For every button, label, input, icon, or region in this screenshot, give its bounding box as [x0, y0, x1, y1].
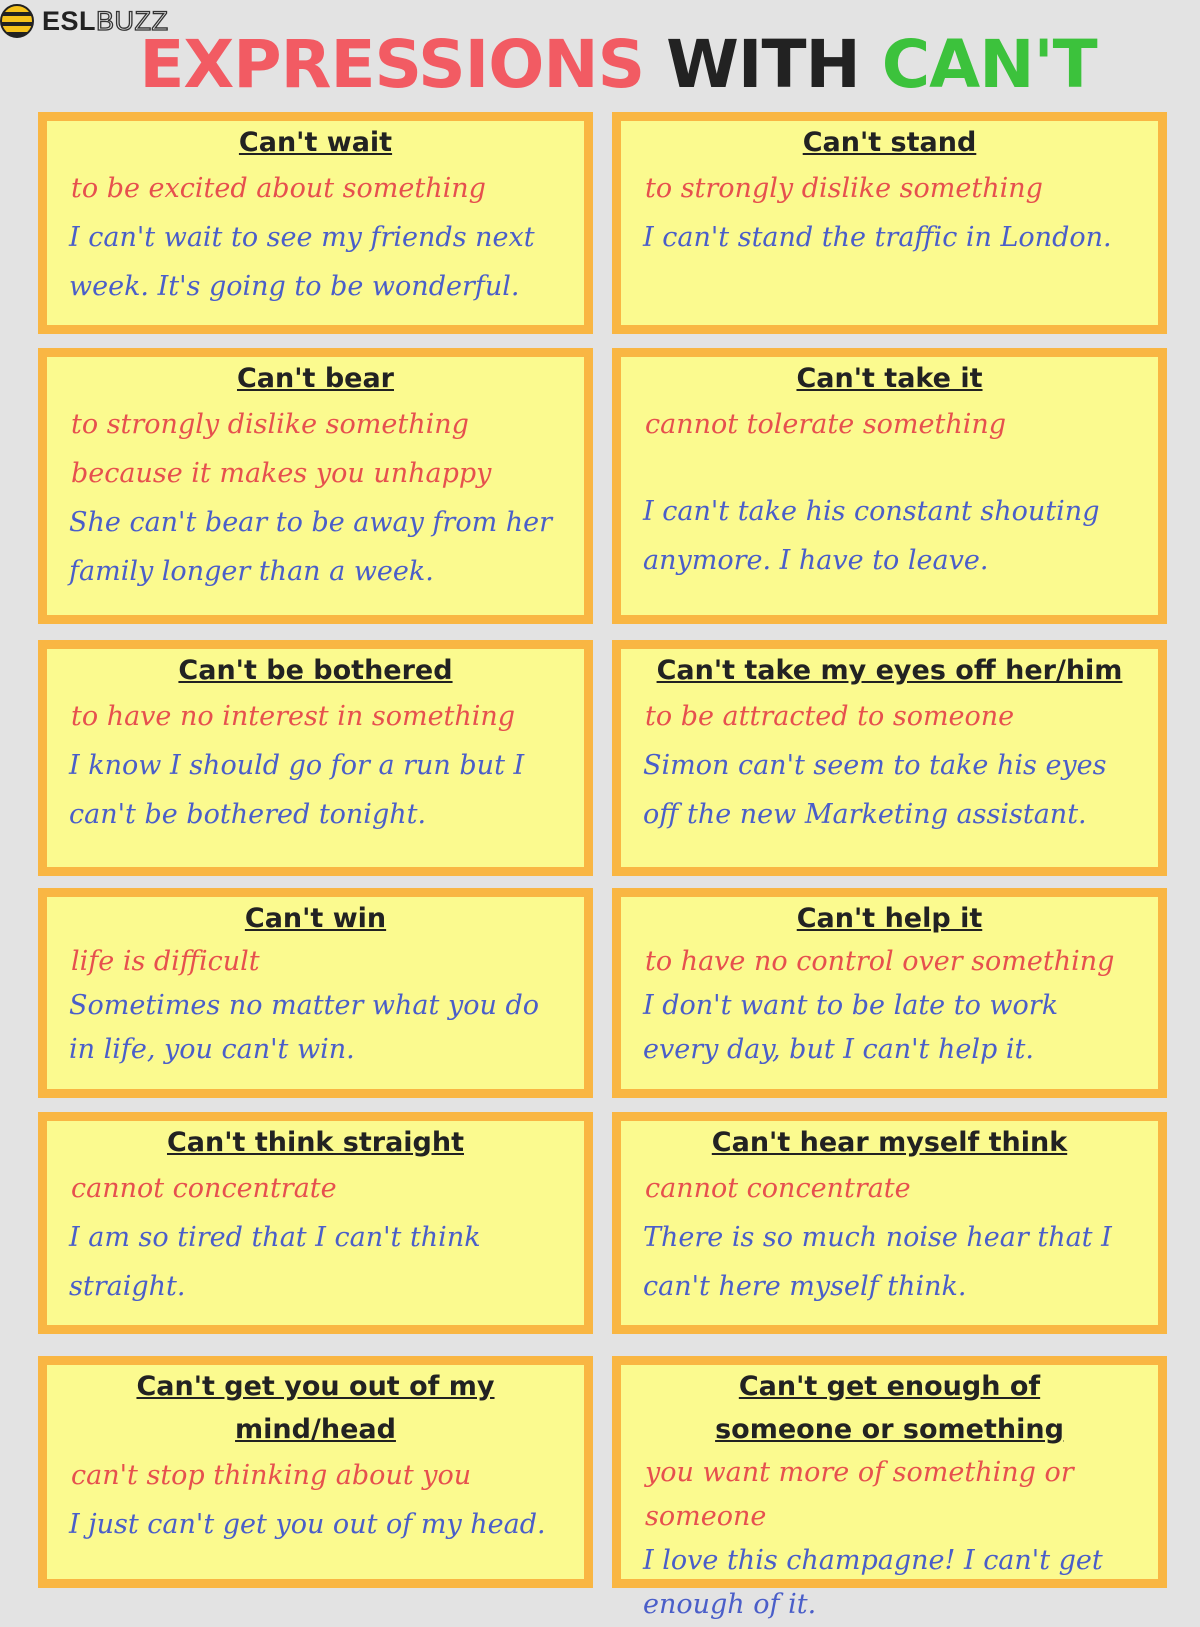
expression-card-cant-help-it	[612, 888, 1167, 1098]
card-title: Can't take my eyes off her/him	[656, 655, 1123, 686]
expression-card-cant-get-enough	[612, 1356, 1167, 1620]
card-definition: cannot concentrate	[645, 1173, 911, 1204]
expression-card-cant-bear	[38, 348, 593, 624]
card-example: I just can't get you out of my head.	[69, 1509, 546, 1540]
card-definition: you want more of something or someone	[645, 1457, 1074, 1532]
card-example: I can't take his constant shouting anymore. I have to leave.	[643, 496, 1100, 576]
title-part-with: WITH	[666, 26, 860, 103]
card-definition: life is difficult	[71, 946, 260, 977]
card-title: Can't stand	[802, 127, 977, 158]
card-definition: to strongly dislike something because it makes you unhappy	[71, 409, 492, 489]
title-part-expressions: EXPRESSIONS	[139, 26, 645, 103]
expression-card-cant-think-straight	[38, 1112, 593, 1334]
card-example: There is so much noise hear that I can't here myself think.	[643, 1222, 1112, 1302]
card-title: Can't take it	[796, 363, 983, 394]
title-part-cant: CAN'T	[881, 26, 1097, 103]
card-definition: to strongly dislike something	[645, 173, 1043, 204]
expression-card-cant-get-you-out-of-my-head	[38, 1356, 593, 1588]
expression-card-cant-stand	[612, 112, 1167, 334]
card-definition: to have no interest in something	[71, 701, 516, 732]
expression-card-cant-be-bothered	[38, 640, 593, 876]
card-example: I love this champagne! I can't get enough of it.	[643, 1545, 1103, 1620]
expression-card-cant-take-it	[612, 348, 1167, 624]
card-example: I don't want to be late to work every day, but I can't help it.	[643, 990, 1059, 1065]
card-title: Can't wait	[238, 127, 393, 158]
card-title: Can't help it	[796, 903, 983, 934]
card-definition: can't stop thinking about you	[71, 1460, 472, 1491]
expression-card-cant-win	[38, 888, 593, 1098]
expression-card-cant-hear-myself-think	[612, 1112, 1167, 1334]
card-title: Can't get you out of my mind/head	[136, 1371, 495, 1445]
page-title	[0, 24, 1200, 106]
card-definition: to be excited about something	[71, 173, 486, 204]
card-definition: to be attracted to someone	[645, 701, 1015, 732]
card-example: I can't wait to see my friends next week. It's going to be wonderful.	[69, 222, 535, 302]
expression-card-cant-wait	[38, 112, 593, 334]
card-title: Can't get enough of someone or something	[715, 1371, 1064, 1445]
card-example: I am so tired that I can't think straight.	[69, 1222, 481, 1302]
brand-name: ESLBUZZ	[42, 5, 169, 36]
card-title: Can't think straight	[166, 1127, 464, 1158]
card-example: Simon can't seem to take his eyes off the new Marketing assistant.	[643, 750, 1107, 830]
card-example: I can't stand the traffic in London.	[643, 222, 1112, 253]
card-title: Can't bear	[236, 363, 394, 394]
card-title: Can't be bothered	[178, 655, 453, 686]
card-example: She can't bear to be away from her family longer than a week.	[69, 507, 553, 587]
card-title: Can't win	[244, 903, 387, 934]
card-title: Can't hear myself think	[711, 1127, 1068, 1158]
card-example: Sometimes no matter what you do in life, you can't win.	[69, 990, 539, 1065]
expression-card-cant-take-my-eyes-off	[612, 640, 1167, 876]
card-definition: cannot concentrate	[71, 1173, 337, 1204]
card-definition: cannot tolerate something	[645, 409, 1007, 440]
card-definition: to have no control over something	[645, 946, 1115, 977]
card-example: I know I should go for a run but I can't be bothered tonight.	[69, 750, 525, 830]
